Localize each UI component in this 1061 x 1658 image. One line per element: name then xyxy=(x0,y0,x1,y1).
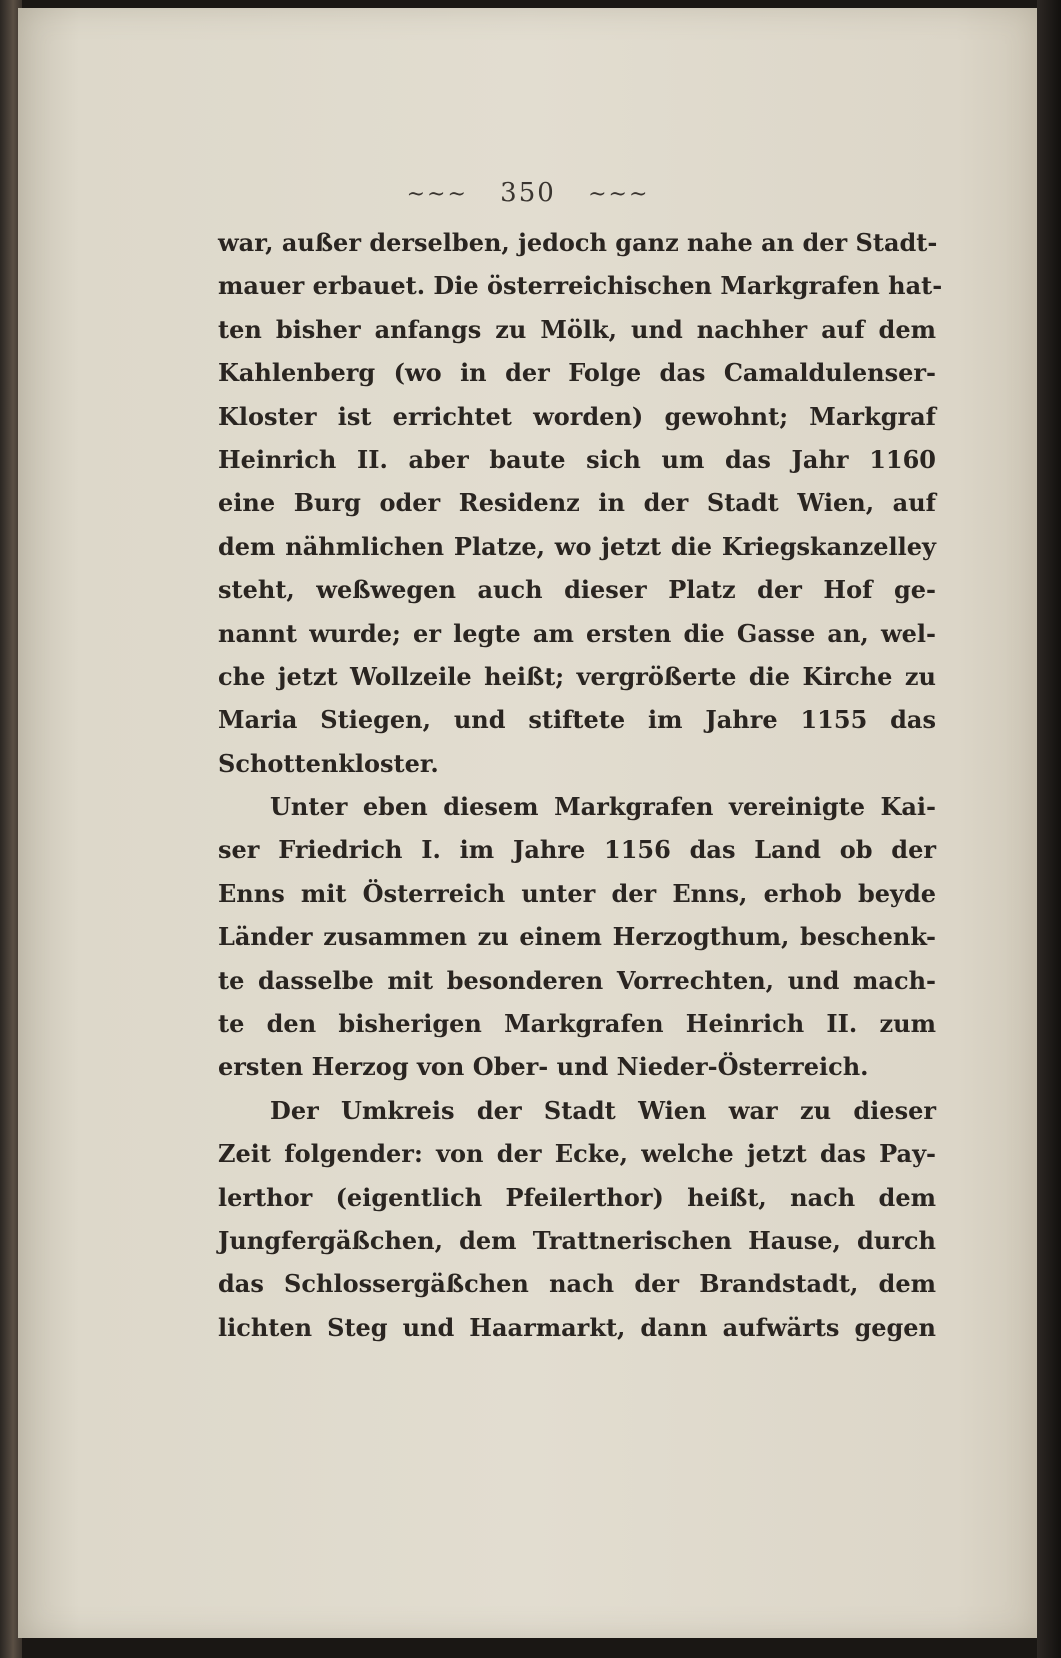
text-line: steht, weßwegen auch dieser Platz der Hof ge- xyxy=(218,575,936,605)
text-line: Heinrich II. aber baute sich um das Jahr 1160 xyxy=(218,444,936,474)
body-text xyxy=(218,221,943,1349)
text-line: te den bisherigen Markgrafen Heinrich II. zum xyxy=(218,1009,936,1039)
text-line: Enns mit Österreich unter der Enns, erhob beyde xyxy=(218,878,936,908)
page-header xyxy=(18,178,1038,208)
text-line: Kloster ist errichtet worden) gewohnt; Markgraf xyxy=(218,401,936,431)
text-line: Der Umkreis der Stadt Wien war zu dieser xyxy=(270,1095,936,1125)
text-line: lichten Steg und Haarmarkt, dann aufwärts gegen xyxy=(218,1312,936,1342)
text-line: Unter eben diesem Markgrafen vereinigte Kai- xyxy=(270,792,936,822)
text-line: ten bisher anfangs zu Mölk, und nachher auf dem xyxy=(218,314,936,344)
text-line: dem nähmlichen Platze, wo jetzt die Kriegskanzelley xyxy=(218,531,936,561)
page-number: 350 xyxy=(500,178,556,208)
text-line: war, außer derselben, jedoch ganz nahe an der Stadt- xyxy=(218,228,938,257)
text-line: ersten Herzog von Ober- und Nieder-Österreich. xyxy=(218,1052,869,1082)
text-line: lerthor (eigentlich Pfeilerthor) heißt, nach dem xyxy=(218,1182,936,1212)
text-line: Jungfergäßchen, dem Trattnerischen Hause, durch xyxy=(218,1225,936,1255)
text-line: ser Friedrich I. im Jahre 1156 das Land ob der xyxy=(218,835,936,865)
text-line: das Schlossergäßchen nach der Brandstadt, dem xyxy=(218,1269,936,1299)
text-line: Länder zusammen zu einem Herzogthum, beschenk- xyxy=(218,922,936,952)
text-line: Maria Stiegen, und stiftete im Jahre 1155 das xyxy=(218,705,936,735)
text-line: te dasselbe mit besonderen Vorrechten, und mach- xyxy=(218,965,936,995)
text-line: Schottenkloster. xyxy=(218,748,439,778)
ornament-right: ~~~ xyxy=(588,182,650,207)
ornament-left: ~~~ xyxy=(406,182,468,207)
text-line: Kahlenberg (wo in der Folge das Camaldulenser- xyxy=(218,358,936,388)
text-line: Zeit folgender: von der Ecke, welche jetzt das Pay- xyxy=(218,1139,936,1169)
text-line: nannt wurde; er legte am ersten die Gasse an, wel- xyxy=(218,618,936,648)
page-edge-shadow xyxy=(1037,0,1061,1658)
text-line: eine Burg oder Residenz in der Stadt Wien, auf xyxy=(218,488,936,518)
book-page xyxy=(18,8,1038,1638)
text-line: che jetzt Wollzeile heißt; vergrößerte die Kirche zu xyxy=(218,661,936,691)
text-line: mauer erbauet. Die österreichischen Markgrafen hat- xyxy=(218,271,943,301)
